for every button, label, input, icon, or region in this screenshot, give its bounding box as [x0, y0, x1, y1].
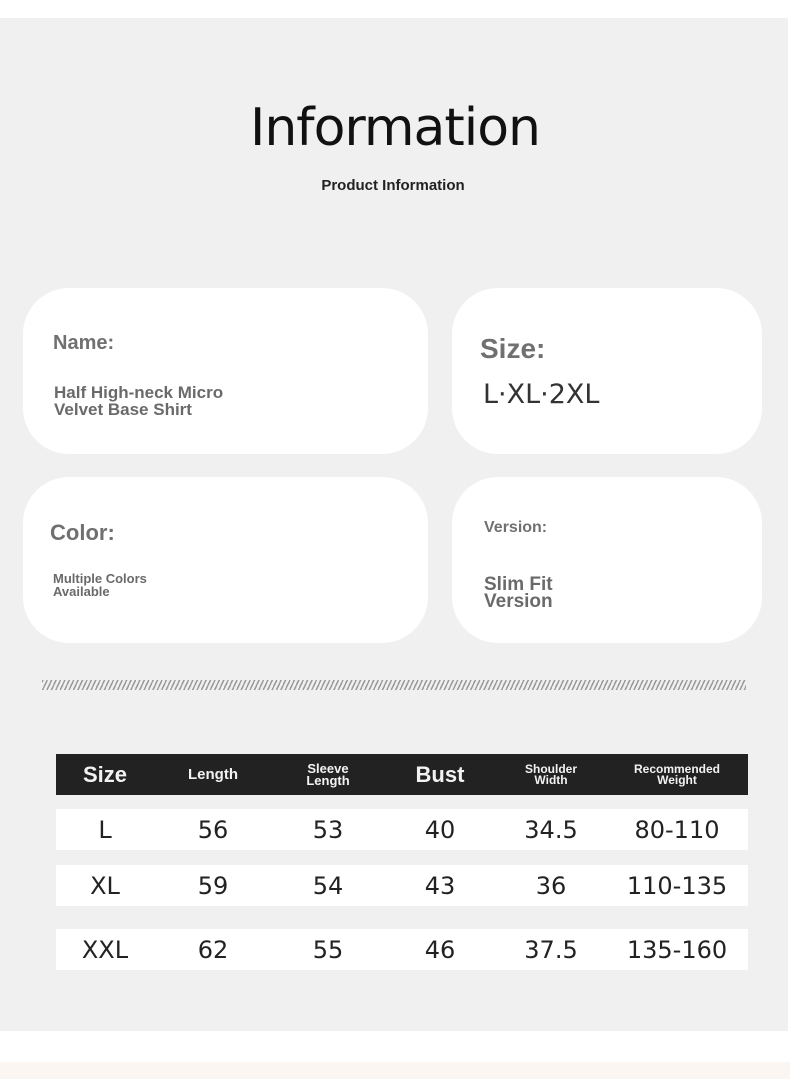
- cell-size: L: [56, 809, 154, 850]
- size-value: L·XL·2XL: [483, 379, 600, 410]
- cell-shoulder-width: 36: [496, 865, 606, 906]
- table-header-row: [56, 754, 748, 795]
- header-bust: Bust: [384, 754, 496, 795]
- cell-weight: 80-110: [606, 809, 748, 850]
- color-value: Multiple Colors Available: [53, 571, 147, 599]
- cell-bust: 46: [384, 929, 496, 970]
- version-card: [452, 477, 762, 643]
- size-card: [452, 288, 762, 454]
- cell-sleeve-length: 55: [272, 929, 384, 970]
- table-row: [56, 865, 748, 906]
- size-label: Size:: [480, 333, 546, 364]
- cell-bust: 43: [384, 865, 496, 906]
- page-subtitle: Product Information: [321, 177, 465, 194]
- table-row: [56, 809, 748, 850]
- header-size: Size: [56, 754, 154, 795]
- cell-sleeve-length: 53: [272, 809, 384, 850]
- table-row: [56, 929, 748, 970]
- cell-shoulder-width: 37.5: [496, 929, 606, 970]
- name-card: [23, 288, 428, 454]
- cell-weight: 110-135: [606, 865, 748, 906]
- cell-length: 62: [154, 929, 272, 970]
- header-sleeve-length: Sleeve Length: [272, 754, 384, 795]
- color-label: Color:: [50, 520, 115, 545]
- size-chart-table: [56, 754, 748, 970]
- cell-weight: 135-160: [606, 929, 748, 970]
- cell-shoulder-width: 34.5: [496, 809, 606, 850]
- bottom-strip: [0, 1062, 790, 1079]
- page-title: Information: [249, 98, 540, 158]
- version-label: Version:: [484, 519, 548, 536]
- cell-size: XL: [56, 865, 154, 906]
- header-shoulder-width: Shoulder Width: [496, 754, 606, 795]
- hatched-divider: [42, 680, 746, 690]
- name-value: Half High-neck Micro Velvet Base Shirt: [54, 383, 224, 419]
- color-card: [23, 477, 428, 643]
- version-value: Slim Fit Version: [484, 574, 553, 612]
- cell-size: XXL: [56, 929, 154, 970]
- cell-sleeve-length: 54: [272, 865, 384, 906]
- header-length: Length: [154, 754, 272, 795]
- cell-length: 59: [154, 865, 272, 906]
- name-label: Name:: [53, 332, 115, 354]
- cell-bust: 40: [384, 809, 496, 850]
- cell-length: 56: [154, 809, 272, 850]
- header-recommended-weight: Recommended Weight: [606, 754, 748, 795]
